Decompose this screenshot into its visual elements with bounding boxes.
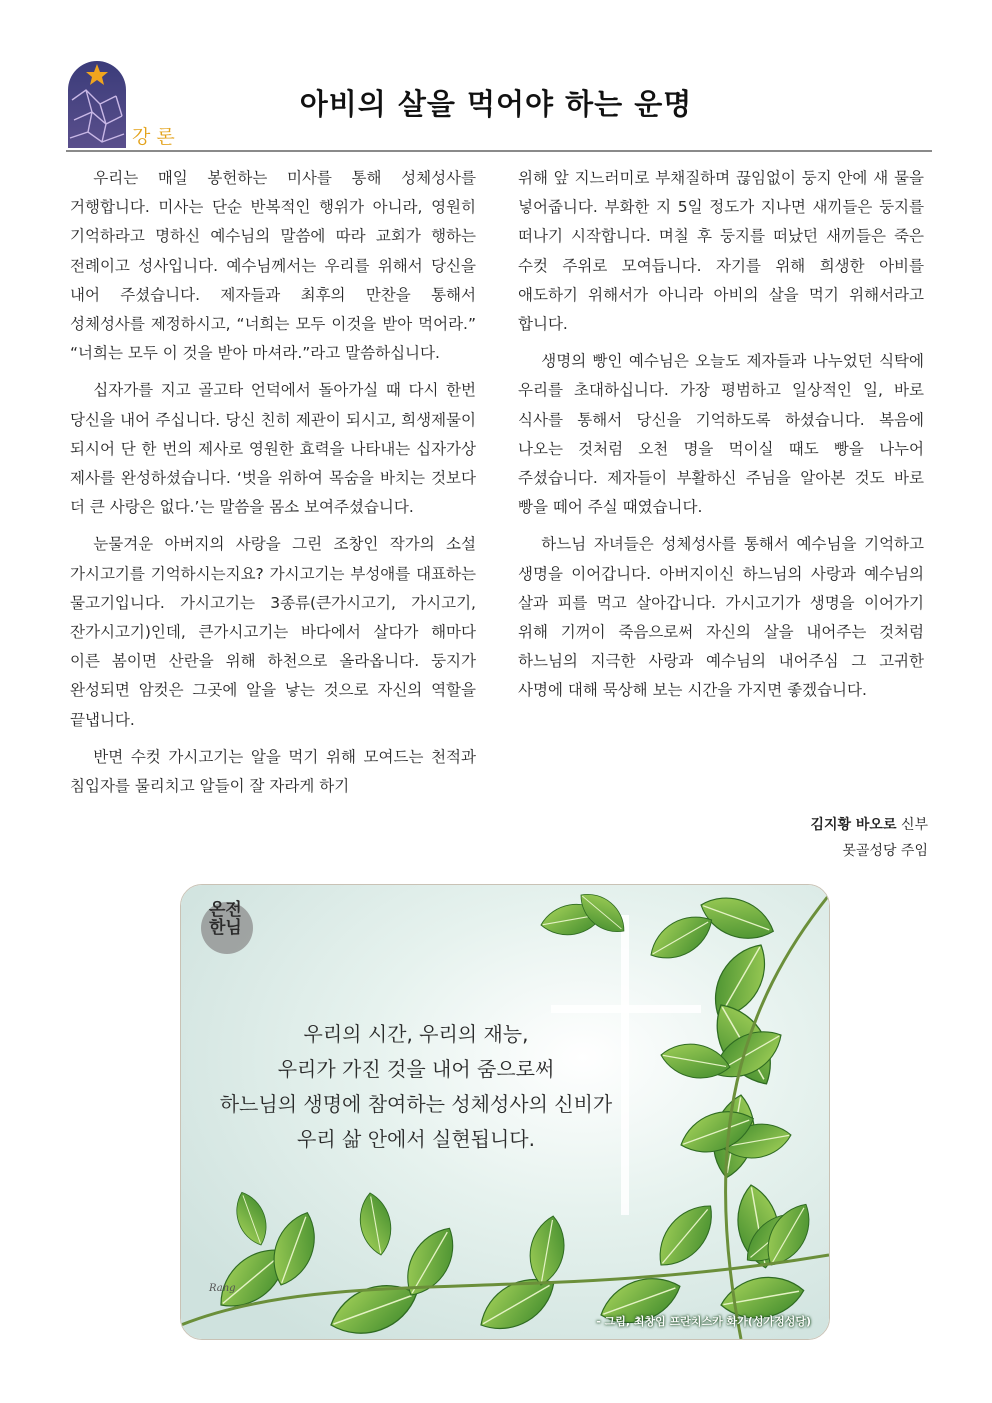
artist-signature: Rang bbox=[209, 1283, 236, 1294]
paragraph: 우리는 매일 봉헌하는 미사를 통해 성체성사를 거행합니다. 미사는 단순 반복적인 행위가 아니라, 영원히 기억하라고 명하신 예수님의 말씀에 따라 교회가 행하는 전례이고 성사입니다. 예수님께서는 우리를 위해서 당신을 내어 주셨습니다. 제자들과 최후의 만찬을 통해서 성체성사를 제정하시고, “너희는 모두 이것을 받아 먹어라.” “너희는 모두 이 것을 받아 마셔라.”라고 말씀하십니다. bbox=[70, 169, 476, 363]
poem-line: 하느님의 생명에 참여하는 성체성사의 신비가 bbox=[219, 1092, 613, 1116]
author-role: 신부 bbox=[900, 817, 928, 833]
poem-text bbox=[181, 1017, 651, 1157]
paragraph: 반면 수컷 가시고기는 알을 먹기 위해 모여드는 천적과 침입자를 물리치고 알들이 잘 자라게 하기 bbox=[70, 747, 476, 796]
poem-line: 우리가 가진 것을 내어 줌으로써 bbox=[277, 1057, 555, 1081]
paragraph: 하느님 자녀들은 성체성사를 통해서 예수님을 기억하고 생명을 이어갑니다. 아버지이신 하느님의 사랑과 예수님의 살과 피를 먹고 살아갑니다. 가시고기가 생명을 이어가기 위해 기꺼이 죽음으로써 자신의 살을 내어주는 것처럼 하느님의 지극한 사랑과 예수님의 내어주심 그 고귀한 사명에 대해 묵상해 보는 시간을 가지면 좋겠습니다. bbox=[518, 535, 924, 700]
paragraph: 생명의 빵인 예수님은 오늘도 제자들과 나누었던 식탁에 우리를 초대하십니다. 가장 평범하고 일상적인 일, 바로 식사를 통해서 당신을 기억하도록 하셨습니다. 복음에 나오는 것처럼 오천 명을 먹이실 때도 빵을 나누어 주셨습니다. 제자들이 부활하신 주님을 알아본 것도 바로 빵을 떼어 주실 때였습니다. bbox=[518, 352, 924, 517]
poem-line: 우리의 시간, 우리의 재능, bbox=[303, 1022, 529, 1046]
left-column bbox=[70, 164, 476, 809]
paragraph: 눈물겨운 아버지의 사랑을 그린 조창인 작가의 소설 가시고기를 기억하시는지요? 가시고기는 부성애를 대표하는 물고기입니다. 가시고기는 3종류(큰가시고기, 가시고기, 잔가시고기)인데, 큰가시고기는 바다에서 살다가 해마다 이른 봄이면 산란을 위해 하천으로 올라옵니다. 둥지가 완성되면 암컷은 그곳에 알을 낳는 것으로 자신의 역할을 끝냅니다. bbox=[70, 535, 476, 729]
paragraph: 위해 앞 지느러미로 부채질하며 끊임없이 둥지 안에 새 물을 넣어줍니다. 부화한 지 5일 정도가 지나면 새끼들은 둥지를 떠나기 시작합니다. 며칠 후 둥지를 떠났던 새끼들은 죽은 수컷 주위로 모여듭니다. 자기를 위해 희생한 아비를 애도하기 위해서가 아니라 아비의 살을 먹기 위해서라고 합니다. bbox=[518, 169, 924, 334]
paragraph: 십자가를 지고 골고타 언덕에서 돌아가실 때 다시 한번 당신을 내어 주십니다. 당신 친히 제관이 되시고, 희생제물이 되시어 단 한 번의 제사로 영원한 효력을 나타내는 십자가상 제사를 완성하셨습니다. ‘벗을 위하여 목숨을 바치는 것보다 더 큰 사랑은 없다.’는 말씀을 몸소 보여주셨습니다. bbox=[70, 381, 476, 517]
right-column bbox=[518, 164, 924, 714]
page-title: 아비의 살을 먹어야 하는 운명 bbox=[299, 87, 693, 121]
illustration-credit: - 그림, 최창임 프란치스카 화가(성가정성당) bbox=[596, 1315, 811, 1328]
author-parish: 못골성당 주임 bbox=[842, 843, 928, 859]
header-divider bbox=[66, 150, 932, 152]
author-name: 김지황 바오로 bbox=[810, 817, 897, 833]
poem-line: 우리 삶 안에서 실현됩니다. bbox=[297, 1127, 535, 1151]
signature-block bbox=[810, 812, 928, 864]
section-label: 강론 bbox=[132, 126, 181, 148]
illustration-card bbox=[180, 884, 830, 1340]
badge-text: 온전 한님 bbox=[209, 900, 242, 938]
